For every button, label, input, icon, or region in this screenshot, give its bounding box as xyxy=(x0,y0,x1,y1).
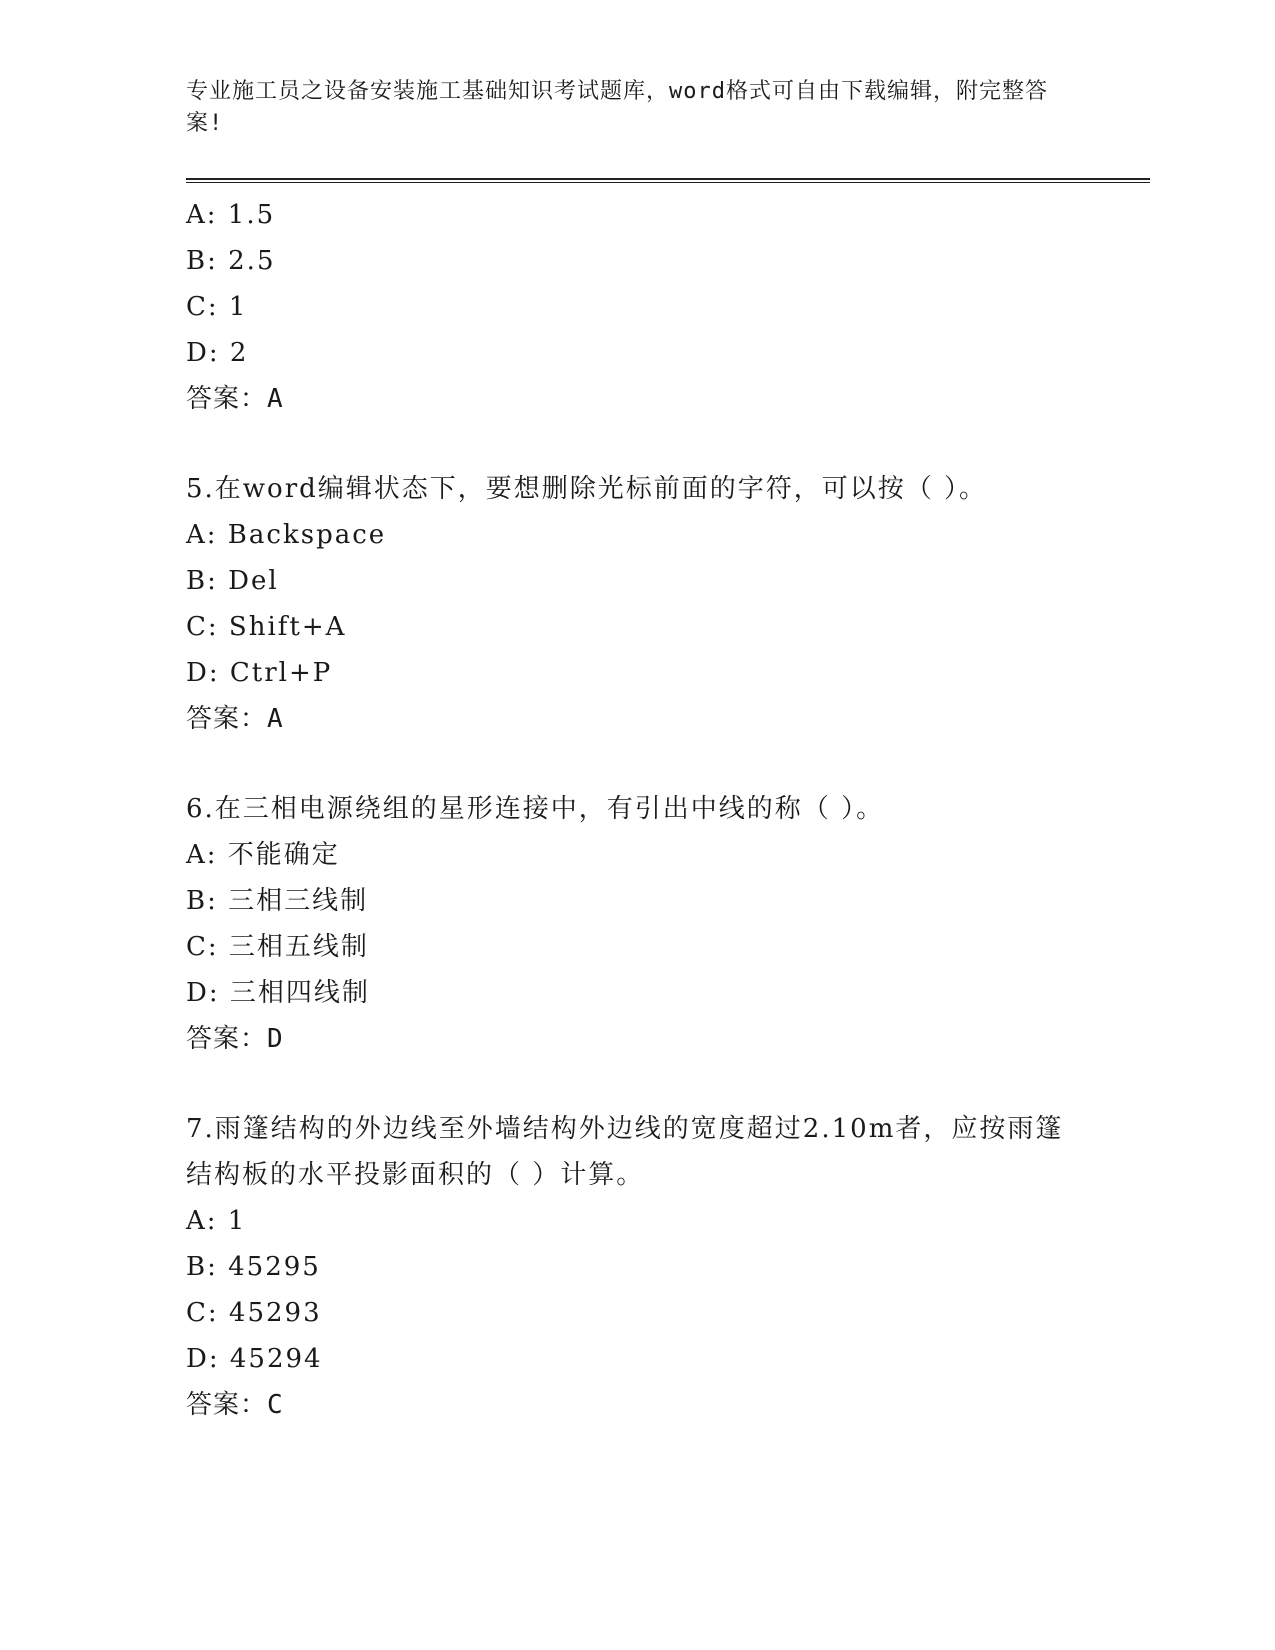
option-d: D: 三相四线制 xyxy=(186,978,370,1008)
document-body xyxy=(186,192,1150,1428)
option-c: C: Shift+A xyxy=(186,612,347,642)
question-block-7 xyxy=(186,1106,1150,1428)
question-block-5 xyxy=(186,466,1150,742)
question-block-6 xyxy=(186,786,1150,1062)
page-header: 专业施工员之设备安装施工基础知识考试题库，word格式可自由下载编辑，附完整答案! xyxy=(186,79,1048,136)
option-a: A: Backspace xyxy=(186,520,387,550)
option-d: D: 45294 xyxy=(186,1344,323,1374)
option-b: B: 2.5 xyxy=(186,246,276,276)
question-stem: 6.在三相电源绕组的星形连接中，有引出中线的称（ ）。 xyxy=(186,794,885,824)
option-c: C: 三相五线制 xyxy=(186,932,369,962)
answer-line: 答案：D xyxy=(186,1024,284,1054)
option-d: D: 2 xyxy=(186,338,249,368)
option-a: A: 不能确定 xyxy=(186,840,340,870)
question-stem: 7.雨篷结构的外边线至外墙结构外边线的宽度超过2.10m者，应按雨篷结构板的水平投影面积的（ ）计算。 xyxy=(186,1114,1064,1190)
question-block-4 xyxy=(186,192,1150,422)
option-d: D: Ctrl+P xyxy=(186,658,333,688)
answer-line: 答案：A xyxy=(186,704,284,734)
answer-line: 答案：C xyxy=(186,1390,284,1420)
option-b: B: 三相三线制 xyxy=(186,886,369,916)
option-c: C: 1 xyxy=(186,292,248,322)
option-a: A: 1 xyxy=(186,1206,247,1236)
option-c: C: 45293 xyxy=(186,1298,322,1328)
option-a: A: 1.5 xyxy=(186,200,276,230)
option-b: B: Del xyxy=(186,566,279,596)
header-divider xyxy=(186,178,1150,183)
question-stem: 5.在word编辑状态下，要想删除光标前面的字符，可以按（ ）。 xyxy=(186,474,988,504)
answer-line: 答案：A xyxy=(186,384,284,414)
option-b: B: 45295 xyxy=(186,1252,321,1282)
